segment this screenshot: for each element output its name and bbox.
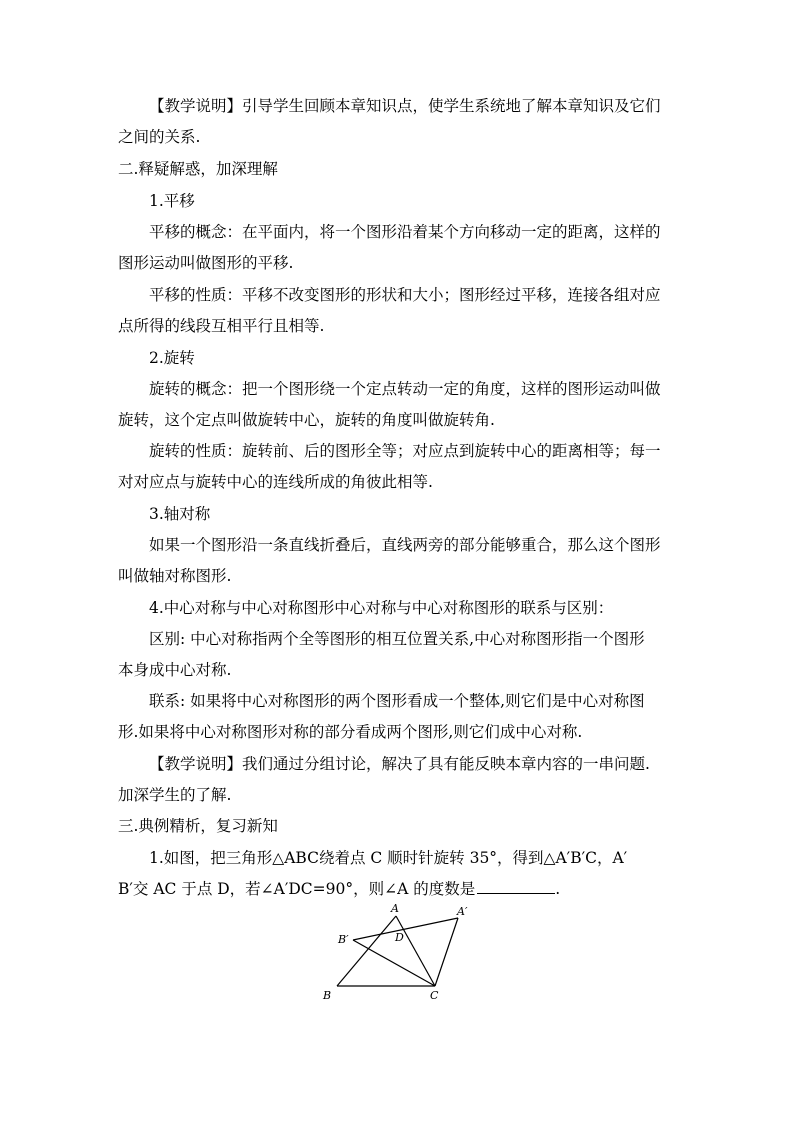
teaching-note-1-line-1: 【教学说明】引导学生回顾本章知识点，使学生系统地了解本章知识及它们 (149, 97, 661, 115)
connection-line-1: 联系: 如果将中心对称图形的两个图形看成一个整体,则它们是中心对称图 (149, 692, 645, 710)
difference-line-2: 本身成中心对称. (118, 661, 232, 679)
subheading-axial-symmetry: 3.轴对称 (149, 505, 211, 523)
segment-A-prime-C (435, 918, 458, 986)
rotation-concept-line-2: 旋转，这个定点叫做旋转中心，旋转的角度叫做旋转角. (118, 411, 495, 429)
segment-BA (337, 916, 396, 986)
translation-property-line-1: 平移的性质：平移不改变图形的形状和大小；图形经过平移，连接各组对应 (149, 286, 661, 304)
label-B: B (323, 989, 332, 1002)
subheading-rotation: 2.旋转 (149, 349, 195, 367)
label-B-prime: B′ (338, 933, 349, 946)
translation-concept-line-1: 平移的概念：在平面内，将一个图形沿着某个方向移动一定的距离，这样的 (149, 223, 661, 241)
translation-property-line-2: 点所得的线段互相平行且相等. (118, 317, 325, 335)
label-D: D (395, 931, 404, 944)
axial-symmetry-line-2: 叫做轴对称图形. (118, 567, 232, 585)
segment-B-prime-A-prime (353, 918, 458, 940)
question-1-line-1: 1.如图，把三角形△ABC绕着点 C 顺时针旋转 35°，得到△A′B′C，A′ (149, 849, 628, 867)
axial-symmetry-line-1: 如果一个图形沿一条直线折叠后，直线两旁的部分能够重合，那么这个图形 (149, 536, 661, 554)
teaching-note-1-line-2: 之间的关系. (118, 128, 201, 146)
connection-line-2: 形.如果将中心对称图形对称的部分看成两个图形,则它们成中心对称. (118, 723, 583, 741)
question-1-text: B′交 AC 于点 D，若∠A′DC=90°，则∠A 的度数是 (118, 880, 476, 898)
label-A: A (391, 902, 399, 915)
section-heading-2: 二.释疑解惑，加深理解 (118, 160, 278, 178)
question-1-end: . (555, 880, 561, 898)
translation-concept-line-2: 图形运动叫做图形的平移. (118, 254, 294, 272)
teaching-note-2-line-1: 【教学说明】我们通过分组讨论，解决了具有能反映本章内容的一串问题. (149, 755, 650, 773)
rotation-property-line-1: 旋转的性质：旋转前、后的图形全等；对应点到旋转中心的距离相等；每一 (149, 442, 661, 460)
rotation-concept-line-1: 旋转的概念：把一个图形绕一个定点转动一定的角度，这样的图形运动叫做 (149, 380, 661, 398)
rotation-property-line-2: 对对应点与旋转中心的连线所成的角彼此相等. (118, 473, 433, 491)
label-C: C (430, 989, 439, 1002)
subheading-central-symmetry: 4.中心对称与中心对称图形中心对称与中心对称图形的联系与区别： (149, 599, 614, 617)
label-A-prime: A′ (457, 905, 468, 918)
teaching-note-2-line-2: 加深学生的了解. (118, 786, 232, 804)
subheading-translation: 1.平移 (149, 192, 195, 210)
section-heading-3: 三.典例精析，复习新知 (118, 817, 278, 835)
difference-line-1: 区别: 中心对称指两个全等图形的相互位置关系,中心对称图形指一个图形 (149, 630, 645, 648)
